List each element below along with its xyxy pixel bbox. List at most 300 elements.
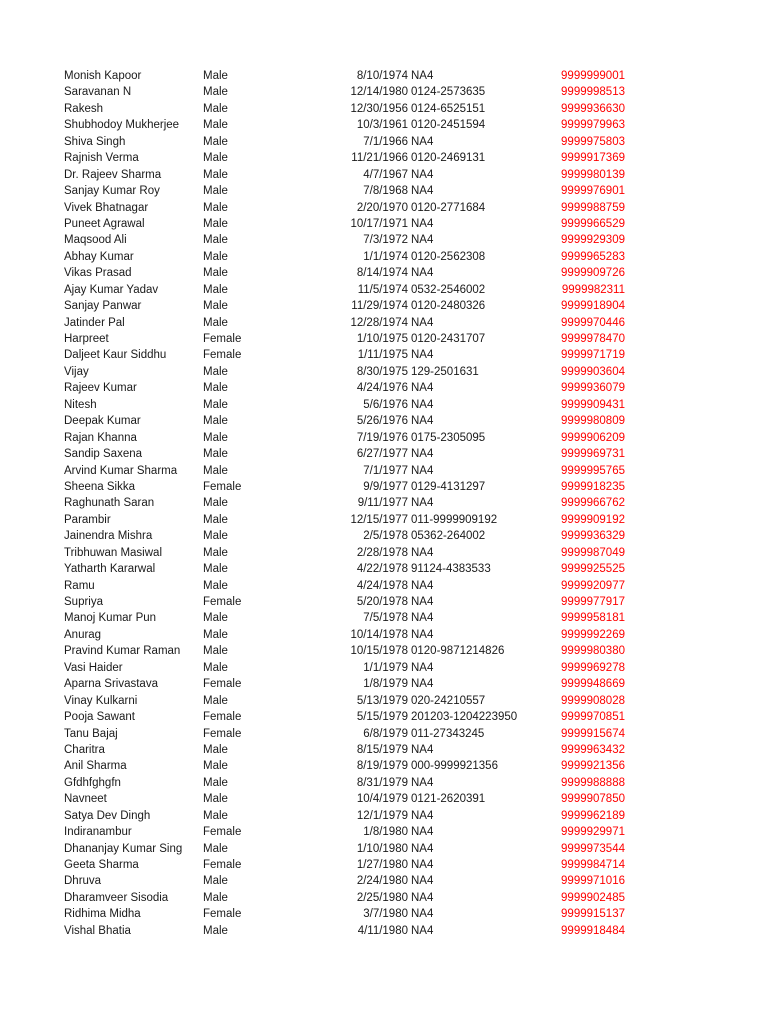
gender-cell: Male: [203, 645, 228, 658]
mobile-cell: 9999980809: [561, 415, 625, 428]
dob-cell: 7/1/1966: [363, 135, 408, 148]
dob-cell: 8/14/1974: [356, 267, 408, 280]
phone-cell: 0121-2620391: [411, 793, 486, 806]
name-cell: Saravanan N: [64, 86, 132, 99]
dob-cell: 8/31/1979: [356, 776, 408, 789]
table-row: [0, 446, 768, 462]
phone-cell: 0120-2431707: [411, 333, 486, 345]
phone-cell: NA4: [411, 612, 434, 625]
table-row: [0, 610, 768, 626]
name-cell: Charitra: [64, 743, 105, 756]
gender-cell: Male: [203, 661, 228, 674]
dob-cell: 12/1/1979: [356, 809, 408, 822]
gender-cell: Male: [203, 776, 228, 789]
table-row: [0, 364, 768, 380]
gender-cell: Male: [203, 563, 228, 576]
phone-cell: NA4: [411, 859, 434, 871]
phone-cell: NA4: [411, 217, 434, 230]
phone-cell: NA4: [411, 349, 434, 362]
phone-cell: NA4: [411, 924, 434, 937]
gender-cell: Female: [203, 596, 242, 608]
phone-cell: NA4: [411, 678, 434, 691]
gender-cell: Male: [203, 70, 228, 82]
gender-cell: Female: [203, 711, 242, 724]
gender-cell: Male: [203, 579, 228, 592]
gender-cell: Male: [203, 842, 228, 855]
mobile-cell: 9999936079: [561, 382, 625, 395]
table-row: [0, 578, 768, 594]
name-cell: Supriya: [64, 596, 103, 608]
name-cell: Rajeev Kumar: [64, 382, 137, 395]
name-cell: Ridhima Midha: [64, 908, 141, 921]
dob-cell: 1/1/1974: [363, 250, 408, 263]
phone-cell: 05362-264002: [411, 530, 486, 543]
phone-cell: 0129-4131297: [411, 480, 486, 493]
dob-cell: 12/28/1974: [350, 316, 408, 329]
name-cell: Vinay Kulkarni: [64, 694, 138, 707]
phone-cell: NA4: [411, 185, 434, 198]
name-cell: Manoj Kumar Pun: [64, 612, 157, 625]
dob-cell: 8/19/1979: [356, 760, 408, 773]
phone-cell: 011-9999909192: [411, 513, 498, 526]
table-row: [0, 676, 768, 692]
dob-cell: 11/5/1974: [357, 283, 408, 296]
mobile-cell: 9999908028: [561, 694, 625, 707]
phone-cell: NA4: [411, 234, 434, 247]
dob-cell: 7/1/1977: [363, 464, 408, 477]
name-cell: Rakesh: [64, 102, 103, 115]
phone-cell: NA4: [411, 70, 434, 82]
phone-cell: 020-24210557: [411, 694, 486, 707]
dob-cell: 2/28/1978: [356, 546, 408, 559]
dob-cell: 4/24/1976: [356, 382, 408, 395]
mobile-cell: 9999963432: [561, 743, 625, 756]
mobile-cell: 9999958181: [561, 612, 625, 625]
phone-cell: 0120-2562308: [411, 250, 486, 263]
gender-cell: Male: [203, 119, 228, 132]
mobile-cell: 9999979963: [561, 119, 625, 132]
mobile-cell: 9999948669: [561, 678, 625, 691]
name-cell: Dharamveer Sisodia: [64, 891, 169, 904]
phone-cell: NA4: [411, 398, 434, 411]
name-cell: Vijay: [64, 365, 89, 378]
name-cell: Daljeet Kaur Siddhu: [64, 349, 167, 362]
phone-cell: 129-2501631: [411, 365, 479, 378]
name-cell: Deepak Kumar: [64, 415, 141, 428]
dob-cell: 5/15/1979: [356, 711, 408, 724]
table-row: [0, 775, 768, 791]
mobile-cell: 9999909192: [561, 513, 625, 526]
gender-cell: Female: [203, 678, 242, 691]
table-row: [0, 693, 768, 709]
mobile-cell: 9999980139: [561, 168, 625, 181]
gender-cell: Male: [203, 217, 228, 230]
dob-cell: 10/3/1961: [356, 119, 408, 132]
table-row: [0, 68, 768, 84]
gender-cell: Female: [203, 349, 242, 362]
dob-cell: 6/8/1979: [363, 727, 408, 740]
mobile-cell: 9999992269: [561, 628, 625, 641]
phone-cell: 0120-9871214826: [411, 645, 505, 658]
gender-cell: Male: [203, 365, 228, 378]
mobile-cell: 9999917369: [561, 152, 625, 165]
phone-cell: 0175-2305095: [411, 431, 486, 444]
table-row: [0, 347, 768, 363]
dob-cell: 8/30/1975: [356, 365, 408, 378]
name-cell: Vasi Haider: [64, 661, 123, 674]
gender-cell: Male: [203, 793, 228, 806]
phone-cell: NA4: [411, 546, 434, 559]
phone-cell: NA4: [411, 579, 434, 592]
name-cell: Nitesh: [64, 398, 97, 411]
dob-cell: 8/10/1974: [356, 70, 408, 82]
gender-cell: Male: [203, 168, 228, 181]
table-row: [0, 906, 768, 922]
table-row: [0, 463, 768, 479]
mobile-cell: 9999970851: [561, 711, 625, 724]
mobile-cell: 9999909726: [561, 267, 625, 280]
name-cell: Abhay Kumar: [64, 250, 134, 263]
mobile-cell: 9999925525: [561, 563, 625, 576]
name-cell: Dhruva: [64, 875, 102, 888]
table-row: [0, 331, 768, 347]
mobile-cell: 9999971016: [561, 875, 625, 888]
gender-cell: Female: [203, 727, 242, 740]
table-row: [0, 315, 768, 331]
table-row: [0, 857, 768, 873]
name-cell: Pooja Sawant: [64, 711, 135, 724]
table-row: [0, 397, 768, 413]
mobile-cell: 9999987049: [561, 546, 625, 559]
mobile-cell: 9999918235: [561, 480, 625, 493]
gender-cell: Male: [203, 152, 228, 165]
phone-cell: NA4: [411, 448, 434, 461]
phone-cell: 0120-2469131: [411, 152, 486, 165]
gender-cell: Male: [203, 283, 228, 296]
table-row: [0, 594, 768, 610]
name-cell: Tribhuwan Masiwal: [64, 546, 162, 559]
phone-cell: 000-9999921356: [411, 760, 498, 773]
gender-cell: Male: [203, 185, 228, 198]
mobile-cell: 9999969278: [561, 661, 625, 674]
mobile-cell: 9999936630: [561, 102, 625, 115]
mobile-cell: 9999995765: [561, 464, 625, 477]
name-cell: Dhananjay Kumar Sing: [64, 842, 183, 855]
mobile-cell: 9999971719: [561, 349, 625, 362]
mobile-cell: 9999962189: [561, 809, 625, 822]
gender-cell: Female: [203, 480, 242, 493]
table-row: [0, 265, 768, 281]
gender-cell: Female: [203, 908, 242, 921]
table-row: [0, 282, 768, 298]
name-cell: Sanjay Panwar: [64, 300, 142, 313]
dob-cell: 7/19/1976: [356, 431, 408, 444]
dob-cell: 12/14/1980: [350, 86, 408, 99]
phone-cell: NA4: [411, 875, 434, 888]
mobile-cell: 9999921356: [561, 760, 625, 773]
mobile-cell: 9999976901: [561, 185, 625, 198]
gender-cell: Male: [203, 743, 228, 756]
name-cell: Yatharth Kararwal: [64, 563, 156, 576]
dob-cell: 10/15/1978: [350, 645, 408, 658]
mobile-cell: 9999902485: [561, 891, 625, 904]
spreadsheet-table: [0, 68, 768, 939]
gender-cell: Male: [203, 316, 228, 329]
dob-cell: 5/20/1978: [356, 596, 408, 608]
gender-cell: Male: [203, 267, 228, 280]
gender-cell: Male: [203, 86, 228, 99]
table-row: [0, 923, 768, 939]
table-row: [0, 726, 768, 742]
mobile-cell: 9999973544: [561, 842, 625, 855]
gender-cell: Female: [203, 333, 242, 345]
table-row: [0, 249, 768, 265]
mobile-cell: 9999998513: [561, 86, 625, 99]
dob-cell: 1/27/1980: [356, 859, 408, 871]
name-cell: Indiranambur: [64, 826, 132, 839]
table-row: [0, 479, 768, 495]
table-row: [0, 627, 768, 643]
name-cell: Dr. Rajeev Sharma: [64, 168, 162, 181]
name-cell: Jainendra Mishra: [64, 530, 153, 543]
table-row: [0, 758, 768, 774]
phone-cell: 0124-6525151: [411, 102, 486, 115]
dob-cell: 12/30/1956: [350, 102, 408, 115]
phone-cell: NA4: [411, 497, 434, 510]
table-row: [0, 495, 768, 511]
table-row: [0, 134, 768, 150]
gender-cell: Male: [203, 135, 228, 148]
name-cell: Ajay Kumar Yadav: [64, 283, 159, 296]
phone-cell: NA4: [411, 464, 434, 477]
gender-cell: Male: [203, 875, 228, 888]
table-row: [0, 298, 768, 314]
table-row: [0, 742, 768, 758]
name-cell: Navneet: [64, 793, 107, 806]
dob-cell: 2/24/1980: [356, 875, 408, 888]
table-row: [0, 824, 768, 840]
mobile-cell: 9999965283: [561, 250, 625, 263]
mobile-cell: 9999915137: [561, 908, 625, 921]
dob-cell: 4/7/1967: [363, 168, 408, 181]
mobile-cell: 9999929971: [561, 826, 625, 839]
table-row: [0, 873, 768, 889]
mobile-cell: 9999982311: [561, 283, 625, 296]
gender-cell: Male: [203, 694, 228, 707]
gender-cell: Male: [203, 924, 228, 937]
phone-cell: 0120-2480326: [411, 300, 486, 313]
phone-cell: 0120-2451594: [411, 119, 486, 132]
name-cell: Tanu Bajaj: [64, 727, 118, 740]
phone-cell: 0532-2546002: [411, 283, 486, 296]
mobile-cell: 9999909431: [561, 398, 625, 411]
name-cell: Harpreet: [64, 333, 109, 345]
mobile-cell: 9999977917: [561, 596, 625, 608]
mobile-cell: 9999966529: [561, 217, 625, 230]
dob-cell: 7/5/1978: [363, 612, 408, 625]
dob-cell: 2/5/1978: [363, 530, 408, 543]
gender-cell: Male: [203, 546, 228, 559]
name-cell: Maqsood Ali: [64, 234, 127, 247]
dob-cell: 4/22/1978: [356, 563, 408, 576]
gender-cell: Female: [203, 859, 242, 871]
phone-cell: NA4: [411, 826, 434, 839]
gender-cell: Male: [203, 497, 228, 510]
name-cell: Sandip Saxena: [64, 448, 143, 461]
name-cell: Puneet Agrawal: [64, 217, 145, 230]
table-row: [0, 200, 768, 216]
gender-cell: Male: [203, 760, 228, 773]
mobile-cell: 9999907850: [561, 793, 625, 806]
gender-cell: Male: [203, 398, 228, 411]
phone-cell: NA4: [411, 743, 434, 756]
table-row: [0, 150, 768, 166]
table-row: [0, 84, 768, 100]
table-row: [0, 216, 768, 232]
mobile-cell: 9999920977: [561, 579, 625, 592]
mobile-cell: 9999980380: [561, 645, 625, 658]
dob-cell: 1/10/1975: [356, 333, 408, 345]
phone-cell: 0120-2771684: [411, 201, 486, 214]
dob-cell: 8/15/1979: [356, 743, 408, 756]
gender-cell: Male: [203, 891, 228, 904]
gender-cell: Male: [203, 382, 228, 395]
name-cell: Arvind Kumar Sharma: [64, 464, 178, 477]
dob-cell: 1/1/1979: [363, 661, 408, 674]
mobile-cell: 9999966762: [561, 497, 625, 510]
phone-cell: NA4: [411, 661, 434, 674]
dob-cell: 9/11/1977: [357, 497, 408, 510]
table-row: [0, 528, 768, 544]
name-cell: Sanjay Kumar Roy: [64, 185, 160, 198]
phone-cell: NA4: [411, 908, 434, 921]
dob-cell: 11/29/1974: [351, 300, 408, 313]
dob-cell: 10/17/1971: [350, 217, 408, 230]
table-row: [0, 808, 768, 824]
gender-cell: Male: [203, 612, 228, 625]
gender-cell: Male: [203, 809, 228, 822]
dob-cell: 1/8/1979: [363, 678, 408, 691]
phone-cell: NA4: [411, 382, 434, 395]
dob-cell: 2/20/1970: [356, 201, 408, 214]
name-cell: Rajan Khanna: [64, 431, 137, 444]
dob-cell: 4/24/1978: [356, 579, 408, 592]
phone-cell: NA4: [411, 316, 434, 329]
mobile-cell: 9999988759: [561, 201, 625, 214]
mobile-cell: 9999918904: [561, 300, 625, 313]
gender-cell: Male: [203, 250, 228, 263]
mobile-cell: 9999975803: [561, 135, 625, 148]
dob-cell: 10/14/1978: [350, 628, 408, 641]
phone-cell: NA4: [411, 135, 434, 148]
name-cell: Ramu: [64, 579, 95, 592]
dob-cell: 7/8/1968: [363, 185, 408, 198]
gender-cell: Female: [203, 826, 242, 839]
dob-cell: 5/26/1976: [356, 415, 408, 428]
phone-cell: NA4: [411, 415, 434, 428]
name-cell: Parambir: [64, 513, 111, 526]
name-cell: Anil Sharma: [64, 760, 127, 773]
gender-cell: Male: [203, 628, 228, 641]
gender-cell: Male: [203, 102, 228, 115]
mobile-cell: 9999969731: [561, 448, 625, 461]
phone-cell: 201203-1204223950: [411, 711, 518, 724]
table-row: [0, 183, 768, 199]
mobile-cell: 9999918484: [561, 924, 625, 937]
table-row: [0, 841, 768, 857]
name-cell: Geeta Sharma: [64, 859, 139, 871]
dob-cell: 7/3/1972: [363, 234, 408, 247]
name-cell: Satya Dev Dingh: [64, 809, 151, 822]
gender-cell: Male: [203, 415, 228, 428]
dob-cell: 5/6/1976: [363, 398, 408, 411]
gender-cell: Male: [203, 464, 228, 477]
name-cell: Monish Kapoor: [64, 70, 142, 82]
mobile-cell: 9999970446: [561, 316, 625, 329]
mobile-cell: 9999988888: [561, 776, 625, 789]
table-row: [0, 791, 768, 807]
name-cell: Gfdhfghgfn: [64, 776, 121, 789]
gender-cell: Male: [203, 431, 228, 444]
mobile-cell: 9999915674: [561, 727, 625, 740]
name-cell: Aparna Srivastava: [64, 678, 158, 691]
dob-cell: 10/4/1979: [356, 793, 408, 806]
name-cell: Vivek Bhatnagar: [64, 201, 149, 214]
table-row: [0, 512, 768, 528]
table-row: [0, 709, 768, 725]
dob-cell: 5/13/1979: [356, 694, 408, 707]
name-cell: Sheena Sikka: [64, 480, 135, 493]
name-cell: Vishal Bhatia: [64, 924, 131, 937]
gender-cell: Male: [203, 513, 228, 526]
phone-cell: NA4: [411, 267, 434, 280]
phone-cell: NA4: [411, 776, 434, 789]
table-row: [0, 380, 768, 396]
gender-cell: Male: [203, 201, 228, 214]
mobile-cell: 9999903604: [561, 365, 625, 378]
dob-cell: 4/11/1980: [357, 924, 408, 937]
table-row: [0, 890, 768, 906]
table-row: [0, 545, 768, 561]
phone-cell: NA4: [411, 628, 434, 641]
gender-cell: Male: [203, 300, 228, 313]
dob-cell: 11/21/1966: [351, 152, 408, 165]
mobile-cell: 9999978470: [561, 333, 625, 345]
dob-cell: 1/10/1980: [356, 842, 408, 855]
table-row: [0, 430, 768, 446]
phone-cell: NA4: [411, 596, 434, 608]
dob-cell: 3/7/1980: [363, 908, 408, 921]
gender-cell: Male: [203, 234, 228, 247]
phone-cell: NA4: [411, 891, 434, 904]
table-row: [0, 167, 768, 183]
dob-cell: 12/15/1977: [350, 513, 408, 526]
phone-cell: 0124-2573635: [411, 86, 486, 99]
table-row: [0, 643, 768, 659]
mobile-cell: 9999906209: [561, 431, 625, 444]
dob-cell: 2/25/1980: [356, 891, 408, 904]
phone-cell: NA4: [411, 168, 434, 181]
name-cell: Shiva Singh: [64, 135, 126, 148]
phone-cell: NA4: [411, 809, 434, 822]
gender-cell: Male: [203, 530, 228, 543]
name-cell: Rajnish Verma: [64, 152, 139, 165]
dob-cell: 9/9/1977: [363, 480, 408, 493]
table-row: [0, 117, 768, 133]
table-row: [0, 660, 768, 676]
name-cell: Jatinder Pal: [64, 316, 125, 329]
dob-cell: 1/8/1980: [363, 826, 408, 839]
